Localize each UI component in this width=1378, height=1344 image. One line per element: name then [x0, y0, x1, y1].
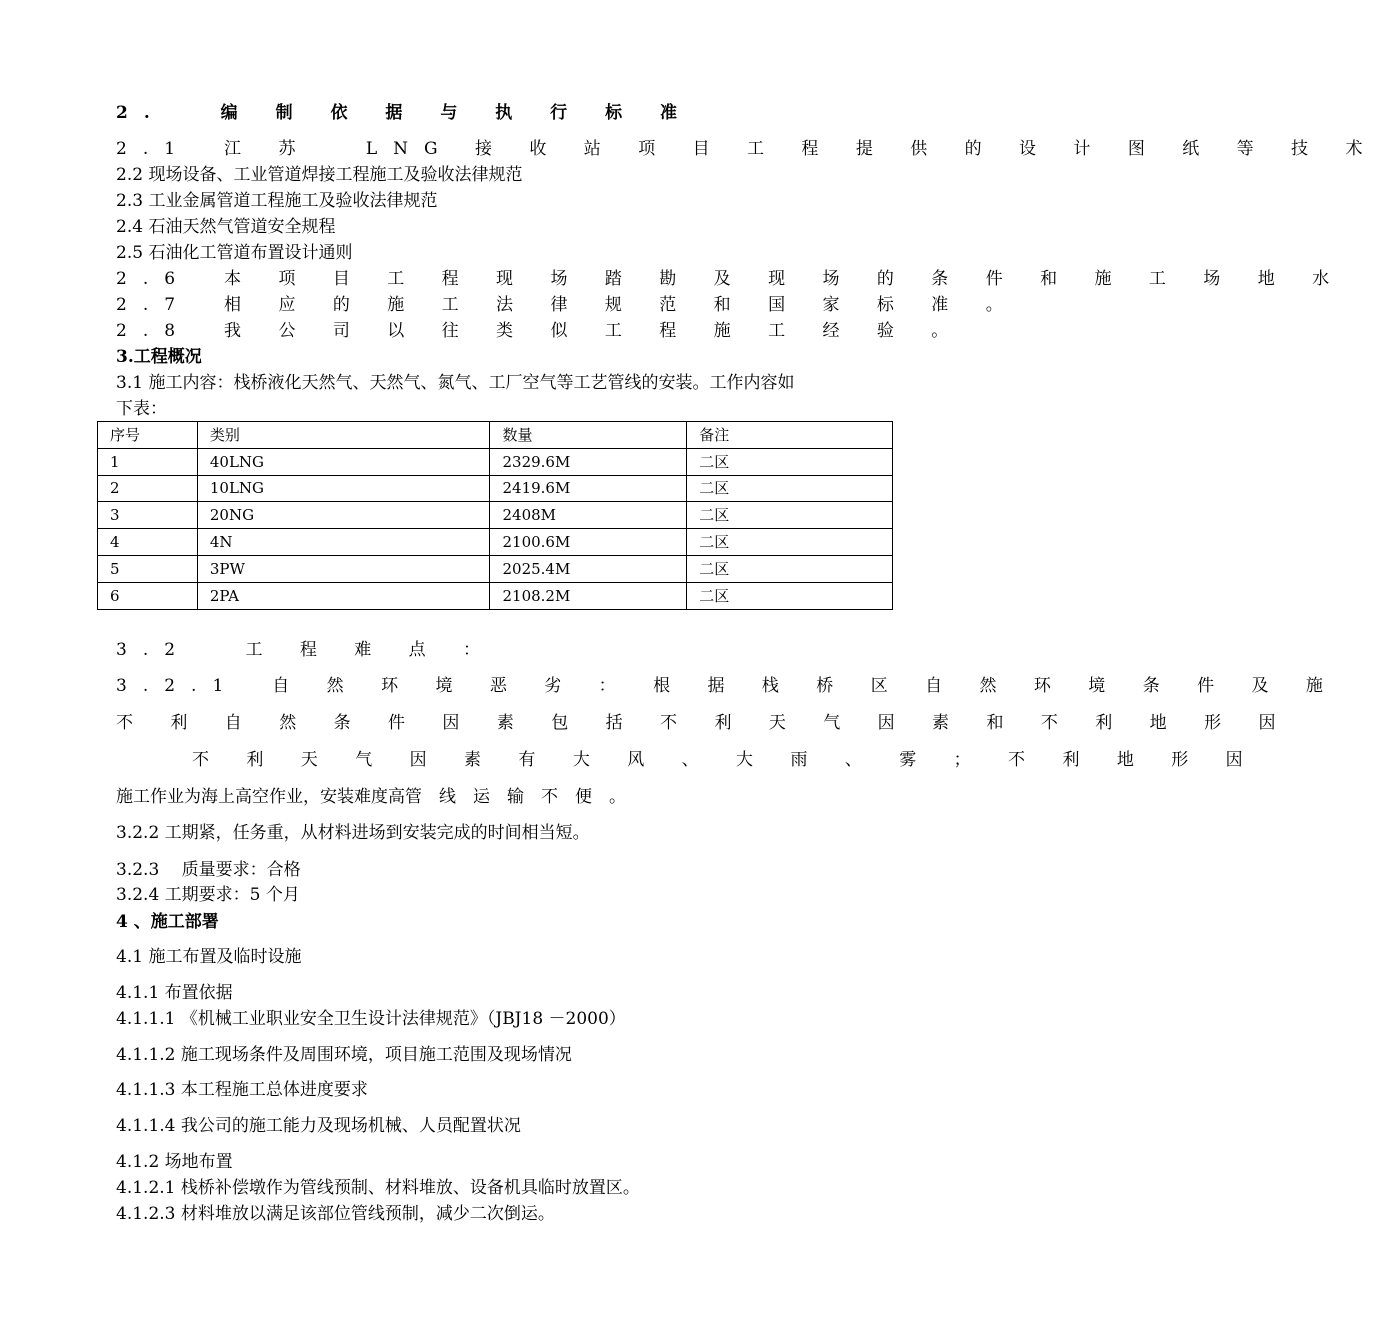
- header-category: 类别: [197, 422, 490, 449]
- line-3-2-1c: 不 利 天 气 因 素 有 大 风 、 大 雨 、 雾 ； 不 利 地 形 因: [192, 750, 1259, 770]
- line-3-2-1a: 3.2.1 自 然 环 境 恶 劣 ： 根 据 栈 桥 区 自 然 环 境 条 件 及 施: [116, 676, 1339, 696]
- cell-remark: 二区: [687, 475, 893, 502]
- line-4-1-2-3: 4.1.2.3 材料堆放以满足该部位管线预制，减少二次倒运。: [116, 1204, 555, 1224]
- line-3-2: 3.2 工 程 难 点 ：: [116, 640, 497, 660]
- cell-index: 1: [98, 448, 198, 475]
- table-row: [98, 502, 893, 529]
- line-2-7: 2.7 相 应 的 施 工 法 律 规 范 和 国 家 标 准 。: [116, 295, 1019, 315]
- cell-index: 5: [98, 555, 198, 582]
- line-3-2-2: 3.2.2 工期紧，任务重，从材料进场到安装完成的时间相当短。: [116, 823, 590, 843]
- section-4-title: 4 、施工部署: [116, 912, 219, 932]
- header-remark: 备注: [687, 422, 893, 449]
- cell-remark: 二区: [687, 502, 893, 529]
- table-header-row: [98, 422, 893, 449]
- section-2-title: 2. 编 制 依 据 与 执 行 标 准: [116, 103, 694, 123]
- line-2-8: 2.8 我 公 司 以 往 类 似 工 程 施 工 经 验 。: [116, 321, 965, 341]
- table-row: [98, 529, 893, 556]
- cell-index: 4: [98, 529, 198, 556]
- cell-quantity: 2025.4M: [490, 555, 687, 582]
- line-3-2-3: 3.2.3 质量要求：合格: [116, 860, 301, 880]
- cell-remark: 二区: [687, 448, 893, 475]
- line-4-1-1: 4.1.1 布置依据: [116, 983, 233, 1003]
- line-3-1b: 下表：: [116, 399, 167, 419]
- work-content-table: [97, 421, 893, 610]
- cell-category: 40LNG: [197, 448, 490, 475]
- cell-index: 3: [98, 502, 198, 529]
- cell-quantity: 2419.6M: [490, 475, 687, 502]
- line-3-2-4: 3.2.4 工期要求：5 个月: [116, 885, 300, 905]
- cell-category: 4N: [197, 529, 490, 556]
- line-2-4: 2.4 石油天然气管道安全规程: [116, 217, 336, 237]
- line-3-1a: 3.1 施工内容：栈桥液化天然气、天然气、氮气、工厂空气等工艺管线的安装。工作内容如: [116, 373, 795, 393]
- header-quantity: 数量: [490, 422, 687, 449]
- cell-remark: 二区: [687, 555, 893, 582]
- cell-category: 10LNG: [197, 475, 490, 502]
- line-4-1-1-3: 4.1.1.3 本工程施工总体进度要求: [116, 1080, 368, 1100]
- table-row: [98, 448, 893, 475]
- line-4-1-1-1: 4.1.1.1 《机械工业职业安全卫生设计法律规范》（JBJ18 －2000）: [116, 1009, 626, 1029]
- line-2-2: 2.2 现场设备、工业管道焊接工程施工及验收法律规范: [116, 165, 523, 185]
- cell-remark: 二区: [687, 582, 893, 609]
- cell-category: 3PW: [197, 555, 490, 582]
- cell-quantity: 2108.2M: [490, 582, 687, 609]
- line-4-1-1-4: 4.1.1.4 我公司的施工能力及现场机械、人员配置状况: [116, 1116, 521, 1136]
- table-row: [98, 555, 893, 582]
- table-row: [98, 582, 893, 609]
- cell-quantity: 2329.6M: [490, 448, 687, 475]
- cell-index: 2: [98, 475, 198, 502]
- line-2-5: 2.5 石油化工管道布置设计通则: [116, 243, 353, 263]
- header-index: 序号: [98, 422, 198, 449]
- line-4-1-2: 4.1.2 场地布置: [116, 1152, 233, 1172]
- cell-category: 20NG: [197, 502, 490, 529]
- line-2-3: 2.3 工业金属管道工程施工及验收法律规范: [116, 191, 438, 211]
- section-3-title: 3.工程概况: [116, 347, 202, 367]
- cell-quantity: 2408M: [490, 502, 687, 529]
- line-4-1-1-2: 4.1.1.2 施工现场条件及周围环境，项目施工范围及现场情况: [116, 1045, 572, 1065]
- cell-index: 6: [98, 582, 198, 609]
- line-3-2-1d: 施工作业为海上高空作业，安装难度高管 线 运 输 不 便 。: [116, 787, 626, 807]
- line-4-1: 4.1 施工布置及临时设施: [116, 947, 302, 967]
- cell-quantity: 2100.6M: [490, 529, 687, 556]
- line-3-2-1b: 不 利 自 然 条 件 因 素 包 括 不 利 天 气 因 素 和 不 利 地 形 因: [116, 713, 1292, 733]
- line-4-1-2-1: 4.1.2.1 栈桥补偿墩作为管线预制、材料堆放、设备机具临时放置区。: [116, 1178, 640, 1198]
- line-2-6: 2.6 本 项 目 工 程 现 场 踏 勘 及 现 场 的 条 件 和 施 工 场 地 水: [116, 269, 1346, 289]
- line-2-1: 2.1 江 苏 LNG 接 收 站 项 目 工 程 提 供 的 设 计 图 纸 等 技 术: [116, 139, 1378, 159]
- table-row: [98, 475, 893, 502]
- cell-category: 2PA: [197, 582, 490, 609]
- cell-remark: 二区: [687, 529, 893, 556]
